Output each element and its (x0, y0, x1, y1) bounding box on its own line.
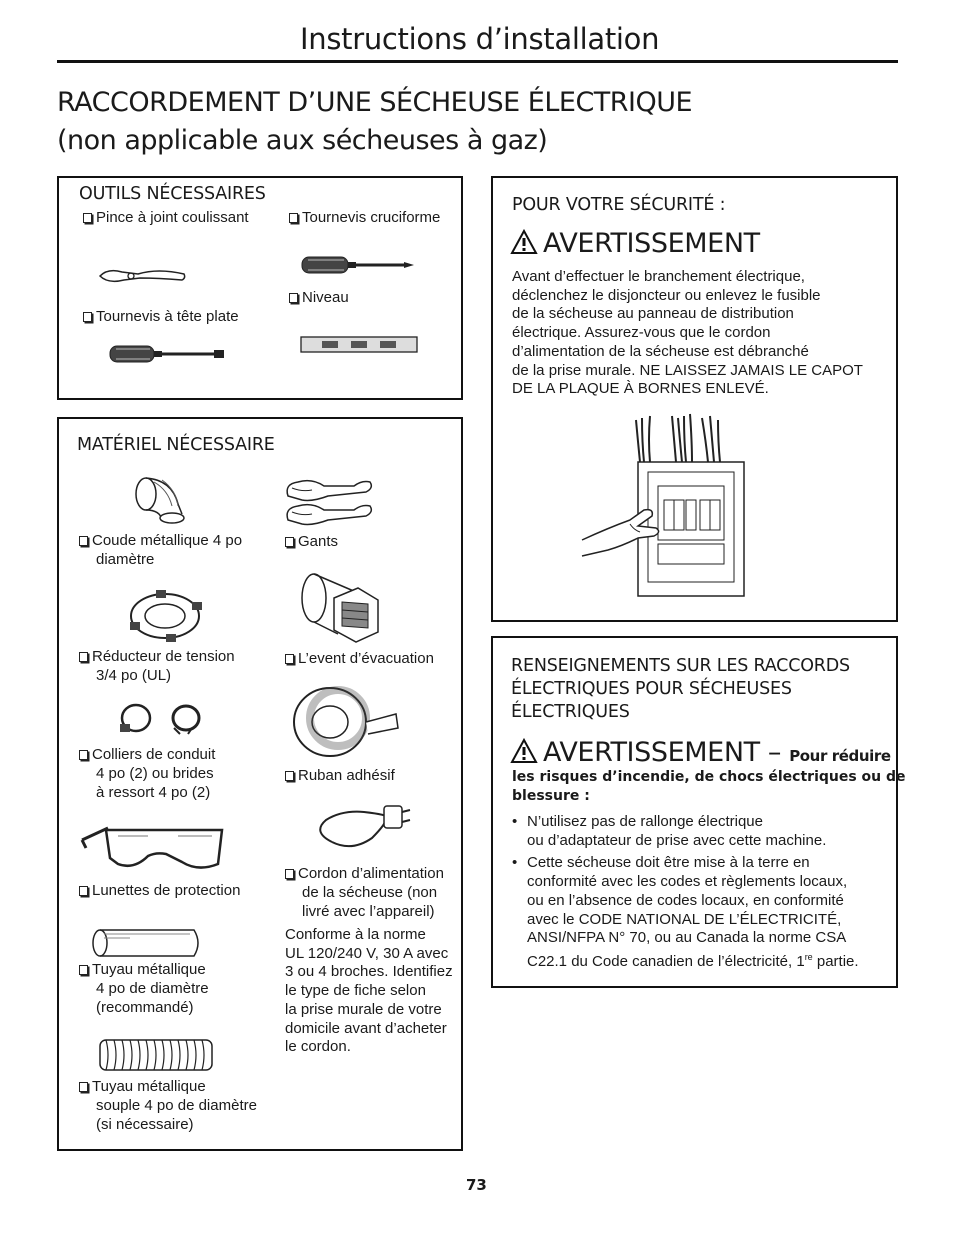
checkbox-icon (285, 654, 294, 664)
level-icon (300, 336, 418, 354)
tool-item-flathead: Tournevis à tête plate (83, 308, 239, 327)
page-header-title: Instructions d’installation (300, 22, 660, 56)
header-rule (57, 60, 898, 63)
material-item-clamps: Colliers de conduit 4 po (2) ou brides à ressort 4 po (2) (79, 746, 215, 802)
checkbox-icon (79, 965, 88, 975)
phillips-screwdriver-icon (300, 254, 418, 276)
checkbox-icon (79, 1082, 88, 1092)
duct-clamps-icon (118, 700, 214, 738)
material-item-cord: Cordon d’alimentation de la sécheuse (non livré avec l’appareil) (285, 865, 444, 921)
tool-item-phillips: Tournevis cruciforme (289, 209, 440, 228)
section-title-line1: RACCORDEMENT D’UNE SÉCHEUSE ÉLECTRIQUE (57, 87, 693, 118)
checkbox-icon (79, 750, 88, 760)
gloves-icon (282, 476, 378, 532)
material-item-vent: L’event d’évacuation (285, 650, 434, 669)
pliers-icon (98, 264, 188, 288)
safety-goggles-icon (78, 822, 226, 874)
safety-warning-heading: AVERTISSEMENT (511, 228, 760, 259)
checkbox-icon (79, 886, 88, 896)
checkbox-icon (289, 293, 298, 303)
breaker-panel-icon (578, 412, 750, 600)
checkbox-icon (83, 213, 92, 223)
material-item-reducer: Réducteur de tension 3/4 po (UL) (79, 648, 235, 686)
material-item-flex-duct: Tuyau métallique souple 4 po de diamètre (si nécessaire) (79, 1078, 257, 1134)
checkbox-icon (79, 536, 88, 546)
electrical-warning-heading: AVERTISSEMENT – Pour réduire (511, 737, 891, 768)
tool-item-pliers: Pince à joint coulissant (83, 209, 249, 228)
power-cord-icon (312, 792, 412, 854)
electrical-title: RENSEIGNEMENTS SUR LES RACCORDS ÉLECTRIQUES POUR SÉCHEUSES ÉLECTRIQUES (511, 656, 850, 722)
electrical-warning-text: les risques d’incendie, de chocs électriques ou de blessure : (512, 769, 906, 804)
material-item-elbow: Coude métallique 4 po diamètre (79, 532, 242, 570)
section-title-line2: (non applicable aux sécheuses à gaz) (57, 125, 548, 156)
materials-title: MATÉRIEL NÉCESSAIRE (77, 435, 275, 455)
strain-relief-icon (122, 588, 208, 644)
elbow-duct-icon (132, 476, 188, 524)
bullet-item: • Cette sécheuse doit être mise à la terre en conformité avec les codes et règlements locaux, ou en l’absence de codes locaux, en conformité avec le CODE NATIONAL DE L’ÉLECTRICITÉ, ANSI/NFPA N° 70, ou au Canada la norme CSA C22.1 du Code canadien de l’électricité, 1re partie. (512, 854, 859, 971)
safety-title: POUR VOTRE SÉCURITÉ : (512, 195, 726, 215)
tools-title: OUTILS NÉCESSAIRES (79, 184, 266, 204)
material-item-goggles: Lunettes de protection (79, 882, 240, 901)
checkbox-icon (289, 213, 298, 223)
material-item-gloves: Gants (285, 533, 338, 552)
safety-text: Avant d’effectuer le branchement électrique, déclenchez le disjoncteur ou enlevez le fusible de la sécheuse au panneau de distribution électrique. Assurez-vous que le cordon d’alimentation de la sécheuse est débranché de la prise murale. NE LAISSEZ JAMAIS LE CAPOT DE LA PLAQUE À BORNES ENLEVÉ. (512, 268, 863, 398)
material-item-tape: Ruban adhésif (285, 767, 395, 786)
bullet-item: • N’utilisez pas de rallonge électrique ou d’adaptateur de prise avec cette machine. (512, 813, 859, 850)
page-number: 73 (466, 1176, 487, 1194)
checkbox-icon (79, 652, 88, 662)
cord-note: Conforme à la norme UL 120/240 V, 30 A avec 3 ou 4 broches. Identifiez le type de fiche selon la prise murale de votre domicile avant d’acheter le cordon. (285, 926, 453, 1056)
material-item-rigid-duct: Tuyau métallique 4 po de diamètre (recommandé) (79, 961, 209, 1017)
checkbox-icon (285, 869, 294, 879)
flathead-screwdriver-icon (108, 343, 228, 365)
checkbox-icon (285, 771, 294, 781)
flexible-duct-icon (96, 1038, 216, 1072)
exhaust-hood-icon (298, 570, 382, 644)
electrical-bullets (512, 813, 859, 976)
tool-item-level: Niveau (289, 289, 349, 308)
duct-tape-icon (290, 684, 402, 760)
checkbox-icon (285, 537, 294, 547)
checkbox-icon (83, 312, 92, 322)
warning-icon (511, 230, 537, 254)
warning-icon (511, 739, 537, 763)
rigid-duct-icon (90, 928, 204, 958)
